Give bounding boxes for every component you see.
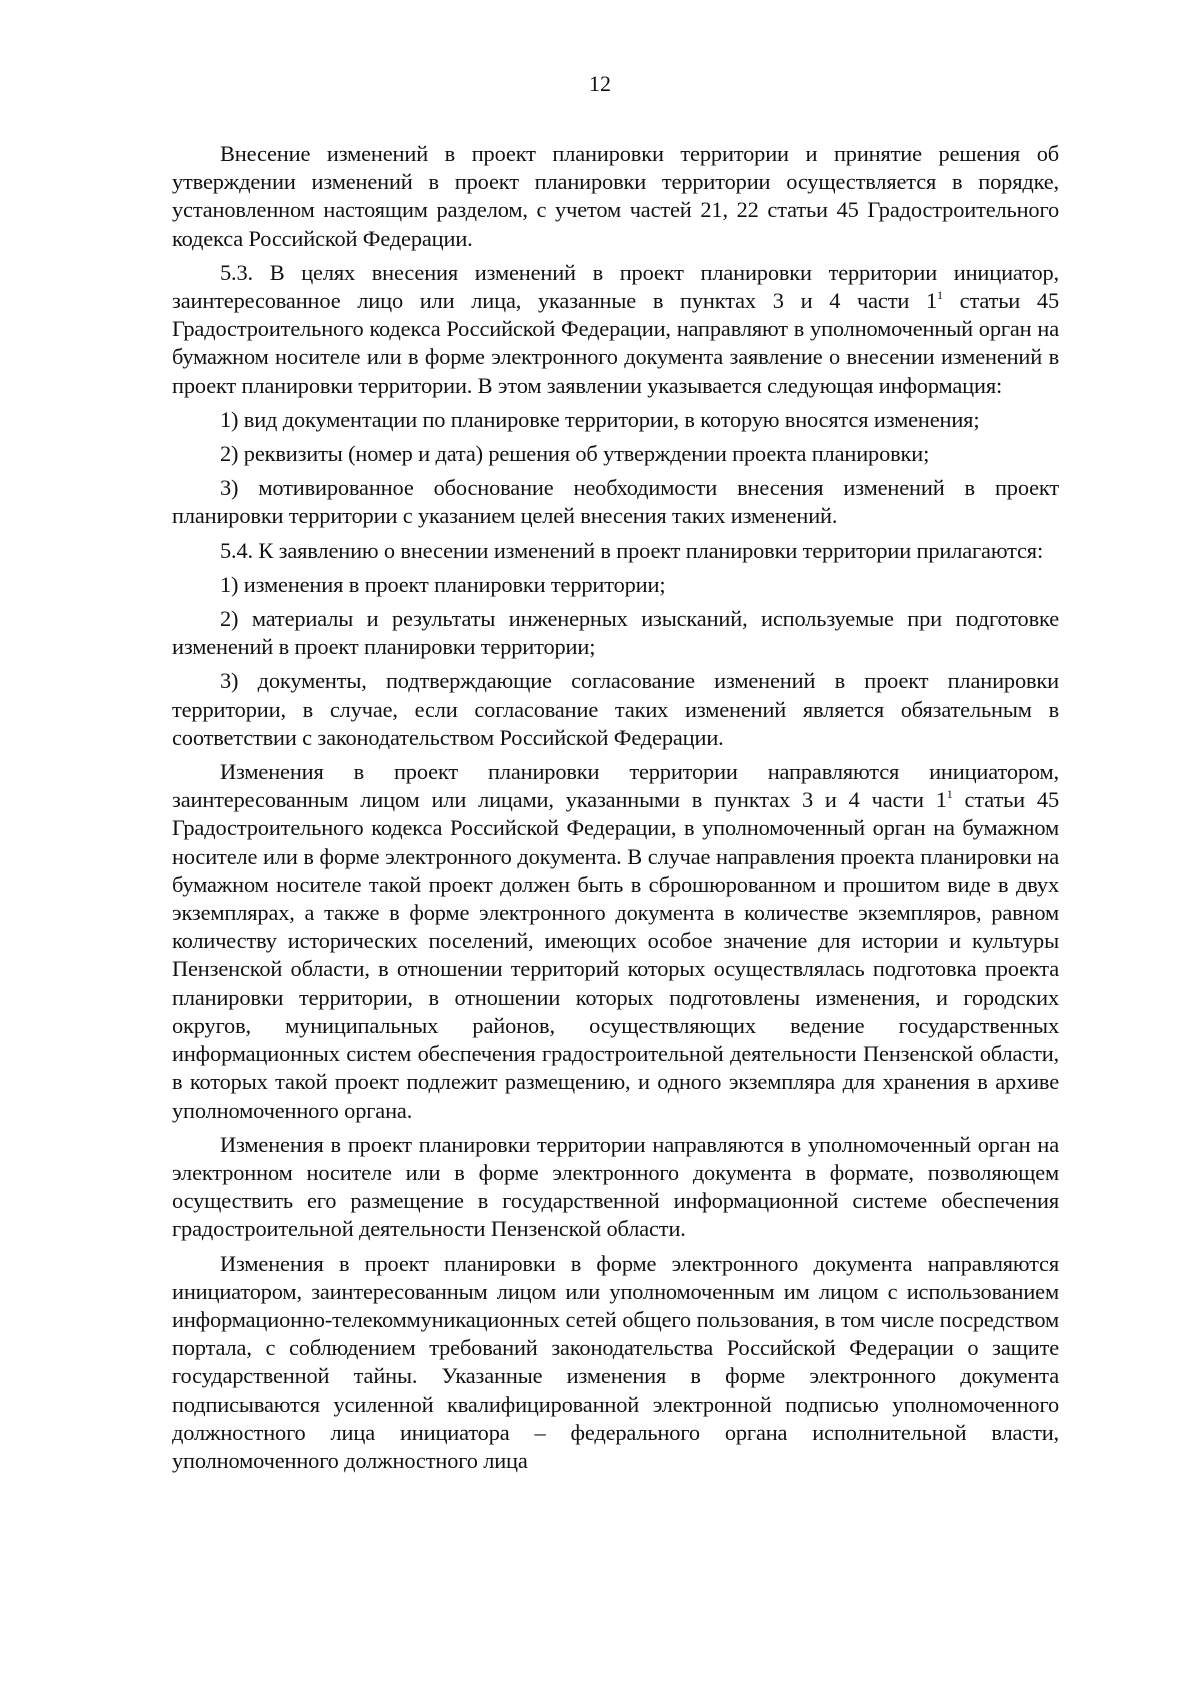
document-body (172, 140, 1059, 1481)
list-item-survey-materials: 2) материалы и результаты инженерных изысканий, используемые при подготовке изменений в проект планировки территории; (172, 606, 1059, 660)
paragraph-text: Изменения в проект планировки территории направляются инициатором, заинтересованным лицом или лицами, указанными в пунктах 3 и 4 части 1 (172, 759, 1059, 813)
paragraph-text: статьи 45 Градостроительного кодекса Российской Федерации, направляют в уполномоченный орган на бумажном носителе или в форме электронного документа заявление о внесении изменений в проект планировки территории. В этом заявлении указывается следующая информация: (172, 288, 1059, 398)
list-item-documentation-type: 1) вид документации по планировке территории, в которую вносятся изменения; (220, 406, 980, 432)
list-item-approval-documents: 3) документы, подтверждающие согласование изменений в проект планировки территории, в случае, если согласование таких изменений является обязательным в соответствии с законодательством Российской Федерации. (172, 668, 1059, 750)
paragraph-5-3 (172, 259, 1059, 400)
list-item-changes: 1) изменения в проект планировки территории; (220, 571, 666, 597)
superscript: 1 (937, 288, 943, 303)
paragraph-electronic-signature: Изменения в проект планировки в форме электронного документа направляются инициатором, заинтересованным лицом или уполномоченным им лицом с использованием информационно-телекоммуникационных сетей общего пользования, в том числе посредством портала, с соблюдением требований законодательства Российской Федерации о защите государственной тайны. Указанные изменения в форме электронного документа подписываются усиленной квалифицированной электронной подписью уполномоченного должностного лица инициатора – федерального органа исполнительной власти, уполномоченного должностного лица (172, 1250, 1059, 1473)
paragraph-text: статьи 45 Градостроительного кодекса Российской Федерации, в уполномоченный орган на бумажном носителе или в форме электронного документа. В случае направления проекта планировки на бумажном носителе такой проект должен быть в сброшюрованном и прошитом виде в двух экземплярах, а также в форме электронного документа в количестве экземпляров, равном количеству исторических поселений, имеющих особое значение для истории и культуры Пензенской области, в отношении территорий которых осуществлялась подготовка проекта планировки территории, в отношении которых подготовлены изменения, и городских округов, муниципальных районов, осуществляющих ведение государственных информационных систем обеспечения градостроительной деятельности Пензенской области, в которых такой проект подлежит размещению, и одного экземпляра для хранения в архиве уполномоченного органа. (172, 787, 1059, 1123)
page-number: 12 (589, 71, 611, 96)
paragraph-5-4: 5.4. К заявлению о внесении изменений в проект планировки территории прилагаются: (220, 537, 1044, 563)
superscript: 1 (946, 787, 953, 802)
paragraph-amendment-procedure: Внесение изменений в проект планировки территории и принятие решения об утверждении изменений в проект планировки территории осуществляется в порядке, установленном настоящим разделом, с учетом частей 21, 22 статьи 45 Градостроительного кодекса Российской Федерации. (172, 141, 1059, 251)
paragraph-text: 5.3. В целях внесения изменений в проект планировки территории инициатор, заинтересованное лицо или лица, указанные в пунктах 3 и 4 части 1 (172, 259, 1059, 314)
list-item-decision-details: 2) реквизиты (номер и дата) решения об утверждении проекта планировки; (220, 441, 930, 467)
paragraph-submission-paper (172, 758, 1059, 1125)
list-item-justification: 3) мотивированное обоснование необходимости внесения изменений в проект планировки территории с указанием целей внесения таких изменений. (172, 475, 1059, 529)
paragraph-submission-electronic-media: Изменения в проект планировки территории направляются в уполномоченный орган на электронном носителе или в форме электронного документа в формате, позволяющем осуществить его размещение в государственной информационной системе обеспечения градостроительной деятельности Пензенской области. (172, 1131, 1059, 1242)
